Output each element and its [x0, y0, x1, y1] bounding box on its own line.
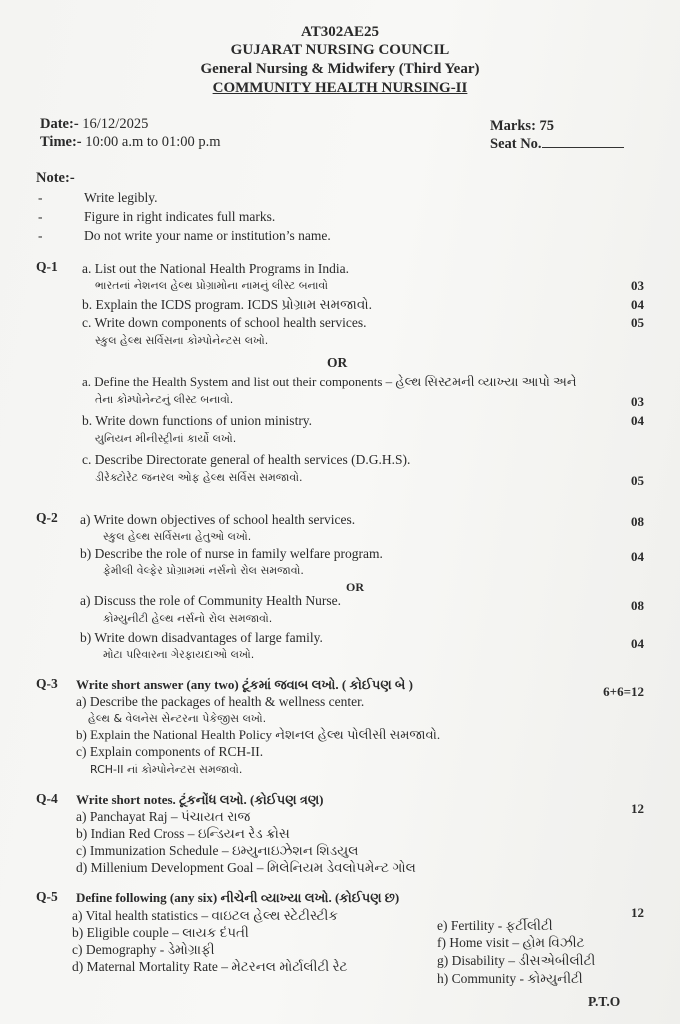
q2-a2: a) Discuss the role of Community Health Nurse. — [80, 593, 341, 608]
q1-a-marks: 03 — [631, 278, 644, 293]
q5-item: c) Demography - ડેમોગ્રાફી — [72, 942, 215, 957]
q1-a-guj: ભારતનાં નેશનલ હેલ્થ પ્રોગ્રામોના નામનું લીસ્ટ બનાવો — [95, 279, 329, 292]
q2-b-guj: ફેમીલી વેલ્ફેર પ્રોગ્રામમાં નર્સનો રોલ સમજાવો. — [103, 564, 304, 577]
note-item: Do not write your name or institution’s name. — [84, 228, 331, 243]
seat-blank — [542, 146, 624, 148]
course-name: General Nursing & Midwifery (Third Year) — [200, 61, 480, 77]
q1-c: c. Write down components of school health services. — [82, 315, 367, 330]
q1-b2: b. Write down functions of union ministry. — [82, 413, 313, 428]
q1-b2-marks: 04 — [631, 413, 644, 428]
q5-item: b) Eligible couple – લાયક દંપતી — [72, 925, 249, 940]
q5-item: g) Disability – ડીસએબીલીટી — [437, 953, 596, 968]
q1-label: Q-1 — [36, 259, 58, 274]
q3-a: a) Describe the packages of health & wellness center. — [76, 694, 365, 709]
q3-label: Q-3 — [36, 676, 58, 691]
note-dash: - — [38, 190, 43, 205]
marks-label: Marks: 75 — [490, 118, 555, 134]
q5-item: e) Fertility - ફર્ટીલીટી — [437, 918, 553, 933]
q4-item: a) Panchayat Raj – પંચાયત રાજ — [76, 809, 251, 824]
note-item: Figure in right indicates full marks. — [84, 209, 276, 224]
q5-marks: 12 — [631, 905, 644, 920]
time-value: 10:00 a.m to 01:00 p.m — [85, 134, 221, 150]
q5-label: Q-5 — [36, 889, 58, 904]
q2-b: b) Describe the role of nurse in family welfare program. — [80, 546, 383, 561]
q2-b2-guj: મોટા પરિવારના ગેરફાયદાઓ લખો. — [103, 648, 255, 661]
q2-b-marks: 04 — [631, 549, 644, 564]
q1-c-guj: સ્કુલ હેલ્થ સર્વિસના કોમ્પોનેન્ટસ લખો. — [95, 334, 269, 347]
date-row — [40, 116, 148, 133]
q1-b-marks: 04 — [631, 297, 644, 312]
note-item: Write legibly. — [84, 190, 158, 205]
q1-c2: c. Describe Directorate general of health services (D.G.H.S). — [82, 452, 411, 467]
q3-marks: 6+6=12 — [603, 684, 644, 699]
q1-b: b. Explain the ICDS program. ICDS પ્રોગ્રામ સમજાવો. — [82, 297, 372, 312]
q2-a: a) Write down objectives of school health services. — [80, 512, 356, 527]
q5-item: h) Community - કોમ્યુનીટી — [437, 971, 583, 986]
q1-a2-guj: તેના કોમ્પોનેન્ટનું લીસ્ટ બનાવો. — [95, 393, 234, 406]
q4-marks: 12 — [631, 801, 644, 816]
q4-label: Q-4 — [36, 791, 58, 806]
subject-title: COMMUNITY HEALTH NURSING-II — [212, 80, 468, 96]
q3-c-guj: RCH-II નાં કોમ્પોનેન્ટસ સમજાવો. — [90, 763, 243, 776]
q1-c2-marks: 05 — [631, 473, 644, 488]
seat-label: Seat No. — [490, 136, 542, 152]
q2-a-marks: 08 — [631, 514, 644, 529]
q2-a-guj: સ્કુલ હેલ્થ સર્વિસના હેતુઓ લખો. — [103, 530, 252, 543]
council-name: GUJARAT NURSING COUNCIL — [230, 42, 450, 58]
date-label: Date:- — [40, 116, 79, 132]
q1-a2-text: a. Define the Health System and list out their components – હેલ્થ સિસ્ટમની વ્યાખ્યા આપો અને — [82, 374, 577, 389]
q1-a2 — [82, 374, 577, 390]
seat-row — [490, 136, 624, 153]
q2-a2-marks: 08 — [631, 598, 644, 613]
q4-item: b) Indian Red Cross – ઇન્ડિયન રેડ ક્રોસ — [76, 826, 290, 841]
q4-item: d) Millenium Development Goal – મિલેનિયમ ડેવલોપમેન્ટ ગોલ — [76, 860, 416, 875]
time-label: Time:- — [40, 134, 82, 150]
date-value: 16/12/2025 — [82, 116, 149, 132]
q2-or: OR — [346, 580, 364, 594]
q3-a-guj: હેલ્થ & વેલનેસ સેન્ટરના પેકેજીસ લખો. — [88, 712, 267, 725]
q5-item: f) Home visit – હોમ વિઝીટ — [437, 935, 585, 950]
q3-b: b) Explain the National Health Policy નેશનલ હેલ્થ પોલીસી સમજાવો. — [76, 727, 441, 742]
q1-b2-guj: યુનિયન મીનીસ્ટ્રીનાં કાર્યો લખો. — [95, 432, 237, 445]
paper-code: AT302AE25 — [300, 24, 380, 40]
q1-c-marks: 05 — [631, 315, 644, 330]
q4-title: Write short notes. ટૂંકનોંધ લખો. (કોઈપણ ત્રણ) — [76, 792, 324, 807]
q2-b2-marks: 04 — [631, 636, 644, 651]
q2-label: Q-2 — [36, 510, 58, 525]
note-dash: - — [38, 228, 43, 243]
q1-or: OR — [327, 355, 348, 370]
q5-item: a) Vital health statistics – વાઇટલ હેલ્થ સ્ટેટીસ્ટીક — [72, 908, 338, 923]
q2-b2: b) Write down disadvantages of large family. — [80, 630, 323, 645]
q2-a2-guj: કોમ્યુનીટી હેલ્થ નર્સનો રોલ સમજાવો. — [103, 612, 273, 625]
q4-item: c) Immunization Schedule – ઇમ્યુનાઇઝેશન શિડયુલ — [76, 843, 359, 858]
q3-title: Write short answer (any two) ટૂંકમાં જવાબ લખો. ( કોઈપણ બે ) — [76, 677, 413, 692]
time-row — [40, 134, 221, 151]
q5-title: Define following (any six) નીચેની વ્યાખ્યા લખો. (કોઈપણ છ) — [76, 890, 400, 905]
note-title: Note:- — [36, 170, 75, 186]
pto-label: P.T.O — [588, 994, 621, 1009]
q5-item: d) Maternal Mortality Rate – મેટરનલ મોર્ટાલીટી રેટ — [72, 959, 348, 974]
note-dash: - — [38, 209, 43, 224]
q1-c2-guj: ડીરેક્ટોરેટ જનરલ ઓફ હેલ્થ સર્વિસ સમજાવો. — [95, 471, 303, 484]
q1-a: a. List out the National Health Programs in India. — [82, 261, 349, 276]
q3-c: c) Explain components of RCH-II. — [76, 744, 264, 759]
q1-a2-marks: 03 — [631, 394, 644, 409]
